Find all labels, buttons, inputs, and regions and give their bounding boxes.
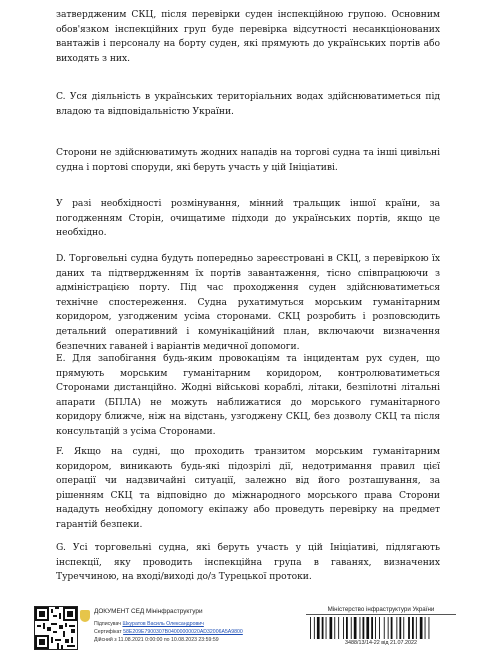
- signer-name[interactable]: Шкуратов Василь Олександрович: [122, 621, 204, 627]
- footer-valid-line: Дійсний з 11.08.2021 0:00:00 по 10.08.2023 23:59:59: [94, 637, 219, 643]
- paragraph-d: D. Торговельні судна будуть попередньо зареєстровані в СКЦ, з перевіркою їх даних та підтвердженням їх портів завантаження, тісно співпрацюючи з адміністрацією порту. Під час проходження суден здійснюватиметься технічне спостереження. Судна рухатимуться морським гуманітарним коридором, узгодженим усіма сторонами. СКЦ розробить і розповсюдить детальний оперативний і комунікаційний план, включаючи визначення безпечних гаваней і варіантів медичної допомоги.: [56, 253, 440, 352]
- paragraph-e: E. Для запобігання будь-яким провокаціям та інцидентам рух суден, що прямують морським гуманітарним коридором, контролюватиметься Сторонами дистанційно. Жодні військові кораблі, літаки, безпілотні літальні апарати (БПЛА) не можуть наближатися до морського гуманітарного коридору ближче, ніж на відстань, узгоджену СКЦ, без дозволу СКЦ та після консультацій з усіма Сторонами.: [56, 353, 440, 437]
- barcode-icon: [306, 617, 456, 639]
- paragraph-f: F. Якщо на судні, що проходить транзитом морським гуманітарним коридором, виникають будь-які підозрілі дії, недотримання правил цієї операції чи надзвичайні ситуації, залежно від його розташування, за рішенням СКЦ та відповідно до міжнародного морського права Сторони нададуть необхідну допомогу екіпажу або проведуть перевірку на предмет гарантій безпеки.: [56, 446, 440, 530]
- paragraph-demining: У разі необхідності розмінування, мінний тральщик іншої країни, за погодженням Сторін, очищатиме підходи до українських портів, якщо це необхідно.: [56, 198, 440, 239]
- footer-signer-line: Підписувач Шкуратов Василь Олександрович: [94, 621, 204, 627]
- footer-cert-line: Сертифікат 58E209E7900307B04000000020AD32006A5A9800: [94, 629, 243, 635]
- ministry-name: Міністерство інфраструктури України: [306, 606, 456, 615]
- paragraph-c: C. Уся діяльність в українських територіальних водах здійснюватиметься під владою та відповідальністю України.: [56, 91, 440, 117]
- emblem-icon: [80, 610, 90, 622]
- registration-number: 3488/13/14-22 від 21.07.2022: [345, 640, 417, 646]
- paragraph-no-attacks: Сторони не здійснюватимуть жодних нападів на торгові судна та інші цивільні судна і портові споруди, які беруть участь у цій Ініціативі.: [56, 147, 440, 173]
- certificate-id[interactable]: 58E209E7900307B04000000020AD32006A5A9800: [123, 629, 243, 635]
- paragraph-continuation: затвердженим СКЦ, після перевірки суден інспекційною групою. Основним обов'язком інспекційних груп буде перевірка відсутності несанкціонованих вантажів і персоналу на борту суден, які прямують до українських портів або виходять з них.: [56, 9, 440, 64]
- footer-doc-title: ДОКУМЕНТ СЕД Мінінфраструктури: [94, 608, 203, 615]
- signature-footer: [0, 600, 485, 650]
- paragraph-g: G. Усі торговельні судна, які беруть участь у цій Ініціативі, підлягають інспекції, яку проводить інспекційна група в гаванях, визначених Туреччиною, на вході/виході до/з Турецької протоки.: [56, 542, 440, 583]
- validity-range: 11.08.2021 0:00:00 по 10.08.2023 23:59:59: [118, 637, 219, 643]
- qr-code-icon: [34, 606, 78, 650]
